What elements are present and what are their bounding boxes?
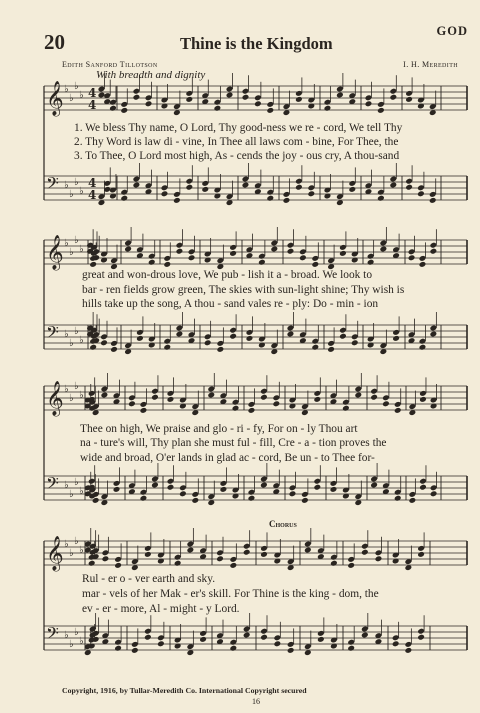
- notehead: [299, 254, 307, 261]
- notehead: [114, 645, 122, 652]
- lyric-line: hills take up the song, A thou - sand vales re - ply: Do - min - ion: [82, 298, 379, 310]
- notehead: [89, 261, 97, 268]
- flat-sign-icon: ♭: [64, 384, 69, 395]
- flat-sign-icon: ♭: [79, 244, 84, 255]
- notehead: [405, 647, 413, 654]
- notehead: [110, 346, 118, 353]
- notehead: [109, 105, 117, 112]
- notehead: [377, 195, 385, 202]
- notehead: [336, 92, 344, 99]
- notehead: [260, 394, 268, 401]
- notehead: [375, 555, 383, 562]
- notehead: [419, 484, 427, 491]
- notehead: [304, 547, 312, 554]
- flat-sign-icon: ♭: [64, 84, 69, 95]
- flat-sign-icon: ♭: [74, 627, 79, 638]
- notehead: [313, 396, 321, 403]
- notehead: [243, 549, 251, 556]
- lyric-line: Rul - er o - ver earth and sky.: [82, 573, 216, 585]
- notehead: [394, 407, 402, 414]
- notehead: [248, 495, 256, 502]
- lyric-line: 1. We bless Thy name, O Lord, Thy good-ness we re - cord, We tell Thy: [74, 122, 403, 134]
- notehead: [144, 551, 152, 558]
- notehead: [185, 184, 193, 191]
- notehead: [185, 96, 193, 103]
- notehead: [229, 250, 237, 257]
- flat-sign-icon: ♭: [64, 329, 69, 340]
- flat-sign-icon: ♭: [74, 536, 79, 547]
- notehead: [339, 250, 347, 257]
- notehead: [354, 392, 362, 399]
- hymn-title: Thine is the Kingdom: [180, 34, 333, 53]
- notehead: [133, 182, 141, 189]
- notehead: [351, 339, 359, 346]
- notehead: [120, 107, 128, 114]
- flat-sign-icon: ♭: [74, 177, 79, 188]
- flat-sign-icon: ♭: [79, 636, 84, 647]
- time-signature: 4: [88, 98, 97, 112]
- treble-clef-icon: 𝄞: [46, 235, 64, 270]
- lyric-line: ev - er - more, Al - might - y Lord.: [82, 603, 240, 615]
- notehead: [102, 555, 110, 562]
- notehead: [230, 645, 238, 652]
- notehead: [430, 248, 438, 255]
- flat-sign-icon: ♭: [74, 81, 79, 92]
- notehead: [163, 261, 171, 268]
- notehead: [392, 335, 400, 342]
- notehead: [242, 94, 250, 101]
- treble-clef-icon: 𝄞: [46, 81, 64, 116]
- notehead: [179, 490, 187, 497]
- author-credit: Edith Sanford Tillotson: [62, 60, 158, 69]
- notehead: [232, 405, 240, 412]
- treble-clef-icon: 𝄞: [46, 536, 64, 571]
- notehead: [307, 190, 315, 197]
- flat-sign-icon: ♭: [69, 247, 74, 258]
- notehead: [254, 100, 262, 107]
- lyric-line: 3. To Thee, O Lord most high, As - cends the joy - ous cry, A thou-sand: [74, 150, 400, 162]
- flat-sign-icon: ♭: [69, 338, 74, 349]
- notehead: [120, 195, 128, 202]
- notehead: [347, 645, 355, 652]
- notehead: [327, 346, 335, 353]
- notehead: [167, 484, 175, 491]
- notehead: [217, 346, 225, 353]
- notehead: [419, 344, 427, 351]
- notehead: [163, 344, 171, 351]
- notehead: [301, 497, 309, 504]
- notehead: [133, 94, 141, 101]
- tempo-marking: With breadth and dignity: [96, 69, 206, 81]
- notehead: [174, 560, 182, 567]
- notehead: [176, 331, 184, 338]
- notehead: [409, 497, 417, 504]
- flat-sign-icon: ♭: [79, 90, 84, 101]
- notehead: [243, 632, 251, 639]
- notehead: [405, 184, 413, 191]
- notehead: [417, 634, 425, 641]
- notehead: [377, 107, 385, 114]
- notehead: [191, 497, 199, 504]
- notehead: [89, 344, 97, 351]
- flat-sign-icon: ♭: [64, 480, 69, 491]
- notehead: [128, 400, 136, 407]
- treble-clef-icon: 𝄞: [46, 381, 64, 416]
- notehead: [330, 486, 338, 493]
- notehead: [207, 392, 215, 399]
- flat-sign-icon: ♭: [74, 477, 79, 488]
- notehead: [392, 640, 400, 647]
- notehead: [136, 335, 144, 342]
- time-signature: 4: [88, 86, 97, 100]
- notehead: [295, 184, 303, 191]
- notehead: [88, 560, 96, 567]
- notehead: [260, 634, 268, 641]
- notehead: [389, 94, 397, 101]
- flat-sign-icon: ♭: [69, 93, 74, 104]
- notehead: [339, 333, 347, 340]
- notehead: [173, 197, 181, 204]
- notehead: [367, 259, 375, 266]
- lyric-line: mar - vels of her Mak - er's skill. For Thine is the king - dom, the: [82, 588, 379, 600]
- notehead: [151, 482, 159, 489]
- lyric-line: na - ture's will, Thy plan she must ful - fill, Cre - a - tion proves the: [80, 437, 387, 449]
- notehead: [167, 396, 175, 403]
- notehead: [248, 407, 256, 414]
- lyric-line: great and won-drous love, We pub - lish it a - broad. We look to: [82, 269, 373, 281]
- notehead: [114, 562, 122, 569]
- notehead: [98, 92, 106, 99]
- flat-sign-icon: ♭: [64, 238, 69, 249]
- notehead: [151, 394, 159, 401]
- notehead: [161, 190, 169, 197]
- notehead: [365, 100, 373, 107]
- flat-sign-icon: ♭: [64, 630, 69, 641]
- notehead: [419, 261, 427, 268]
- notehead: [266, 195, 274, 202]
- composer-credit: I. H. Meredith: [403, 60, 458, 69]
- flat-sign-icon: ♭: [79, 486, 84, 497]
- flat-sign-icon: ♭: [69, 639, 74, 650]
- notehead: [405, 96, 413, 103]
- notehead: [145, 100, 153, 107]
- notehead: [287, 647, 295, 654]
- notehead: [144, 634, 152, 641]
- notehead: [246, 335, 254, 342]
- notehead: [361, 632, 369, 639]
- notehead: [348, 186, 356, 193]
- notehead: [430, 331, 438, 338]
- flat-sign-icon: ♭: [79, 186, 84, 197]
- notehead: [187, 547, 195, 554]
- time-signature: 4: [88, 188, 97, 202]
- notehead: [201, 186, 209, 193]
- bass-clef-icon: 𝄢: [46, 473, 59, 497]
- notehead: [394, 495, 402, 502]
- lyric-line: wide and broad, O'er lands in glad ac - cord, Be un - to Thee for-: [80, 452, 375, 464]
- flat-sign-icon: ♭: [69, 548, 74, 559]
- topic-heading: GOD: [436, 24, 468, 38]
- notehead: [311, 344, 319, 351]
- notehead: [270, 246, 278, 253]
- notehead: [230, 562, 238, 569]
- notehead: [242, 182, 250, 189]
- notehead: [419, 396, 427, 403]
- notehead: [199, 636, 207, 643]
- copyright-notice: Copyright, 1916, by Tullar-Meredith Co. International Copyright secured: [62, 686, 307, 695]
- flat-sign-icon: ♭: [74, 381, 79, 392]
- notehead: [317, 636, 325, 643]
- notehead: [370, 482, 378, 489]
- flat-sign-icon: ♭: [64, 180, 69, 191]
- notehead: [274, 640, 282, 647]
- notehead: [380, 246, 388, 253]
- notehead: [417, 190, 425, 197]
- notehead: [408, 254, 416, 261]
- notehead: [382, 400, 390, 407]
- notehead: [417, 551, 425, 558]
- flat-sign-icon: ♭: [69, 489, 74, 500]
- notehead: [216, 555, 224, 562]
- notehead: [289, 490, 297, 497]
- flat-sign-icon: ♭: [79, 390, 84, 401]
- notehead: [287, 248, 295, 255]
- bass-clef-icon: 𝄢: [46, 173, 59, 197]
- notehead: [287, 331, 295, 338]
- notehead: [260, 482, 268, 489]
- notehead: [113, 486, 121, 493]
- notehead: [342, 405, 350, 412]
- flat-sign-icon: ♭: [69, 393, 74, 404]
- bass-clef-icon: 𝄢: [46, 623, 59, 647]
- notehead: [204, 339, 212, 346]
- time-signature: 4: [88, 176, 97, 190]
- notehead: [124, 246, 132, 253]
- notehead: [157, 640, 165, 647]
- lyric-line: bar - ren fields grow green, The skies with sun-light shine; Thy wish is: [82, 284, 405, 296]
- notehead: [214, 105, 222, 112]
- notehead: [313, 484, 321, 491]
- notehead: [148, 259, 156, 266]
- notehead: [283, 197, 291, 204]
- notehead: [229, 333, 237, 340]
- notehead: [272, 400, 280, 407]
- notehead: [430, 490, 438, 497]
- notehead: [260, 551, 268, 558]
- hymn-number: 20: [44, 30, 65, 54]
- notehead: [330, 560, 338, 567]
- flat-sign-icon: ♭: [69, 189, 74, 200]
- notehead: [361, 549, 369, 556]
- notehead: [389, 182, 397, 189]
- notehead: [311, 261, 319, 268]
- notehead: [347, 562, 355, 569]
- notehead: [226, 92, 234, 99]
- notehead: [131, 647, 139, 654]
- notehead: [258, 259, 266, 266]
- chorus-label: Chorus: [269, 519, 297, 529]
- notehead: [140, 495, 148, 502]
- flat-sign-icon: ♭: [79, 335, 84, 346]
- bass-clef-icon: 𝄢: [46, 322, 59, 346]
- page-number: 16: [252, 697, 260, 706]
- notehead: [266, 107, 274, 114]
- notehead: [101, 392, 109, 399]
- notehead: [295, 96, 303, 103]
- notehead: [370, 394, 378, 401]
- lyric-line: 2. Thy Word is law di - vine, In Thee all laws com - bine, For Thee, the: [74, 136, 399, 148]
- flat-sign-icon: ♭: [74, 326, 79, 337]
- lyric-line: Thee on high, We praise and glo - ri - fy, For on - ly Thou art: [80, 423, 358, 435]
- flat-sign-icon: ♭: [74, 235, 79, 246]
- notehead: [188, 254, 196, 261]
- notehead: [324, 105, 332, 112]
- flat-sign-icon: ♭: [64, 539, 69, 550]
- notehead: [176, 248, 184, 255]
- notehead: [429, 197, 437, 204]
- notehead: [220, 486, 228, 493]
- notehead: [140, 407, 148, 414]
- flat-sign-icon: ♭: [79, 545, 84, 556]
- notehead: [100, 339, 108, 346]
